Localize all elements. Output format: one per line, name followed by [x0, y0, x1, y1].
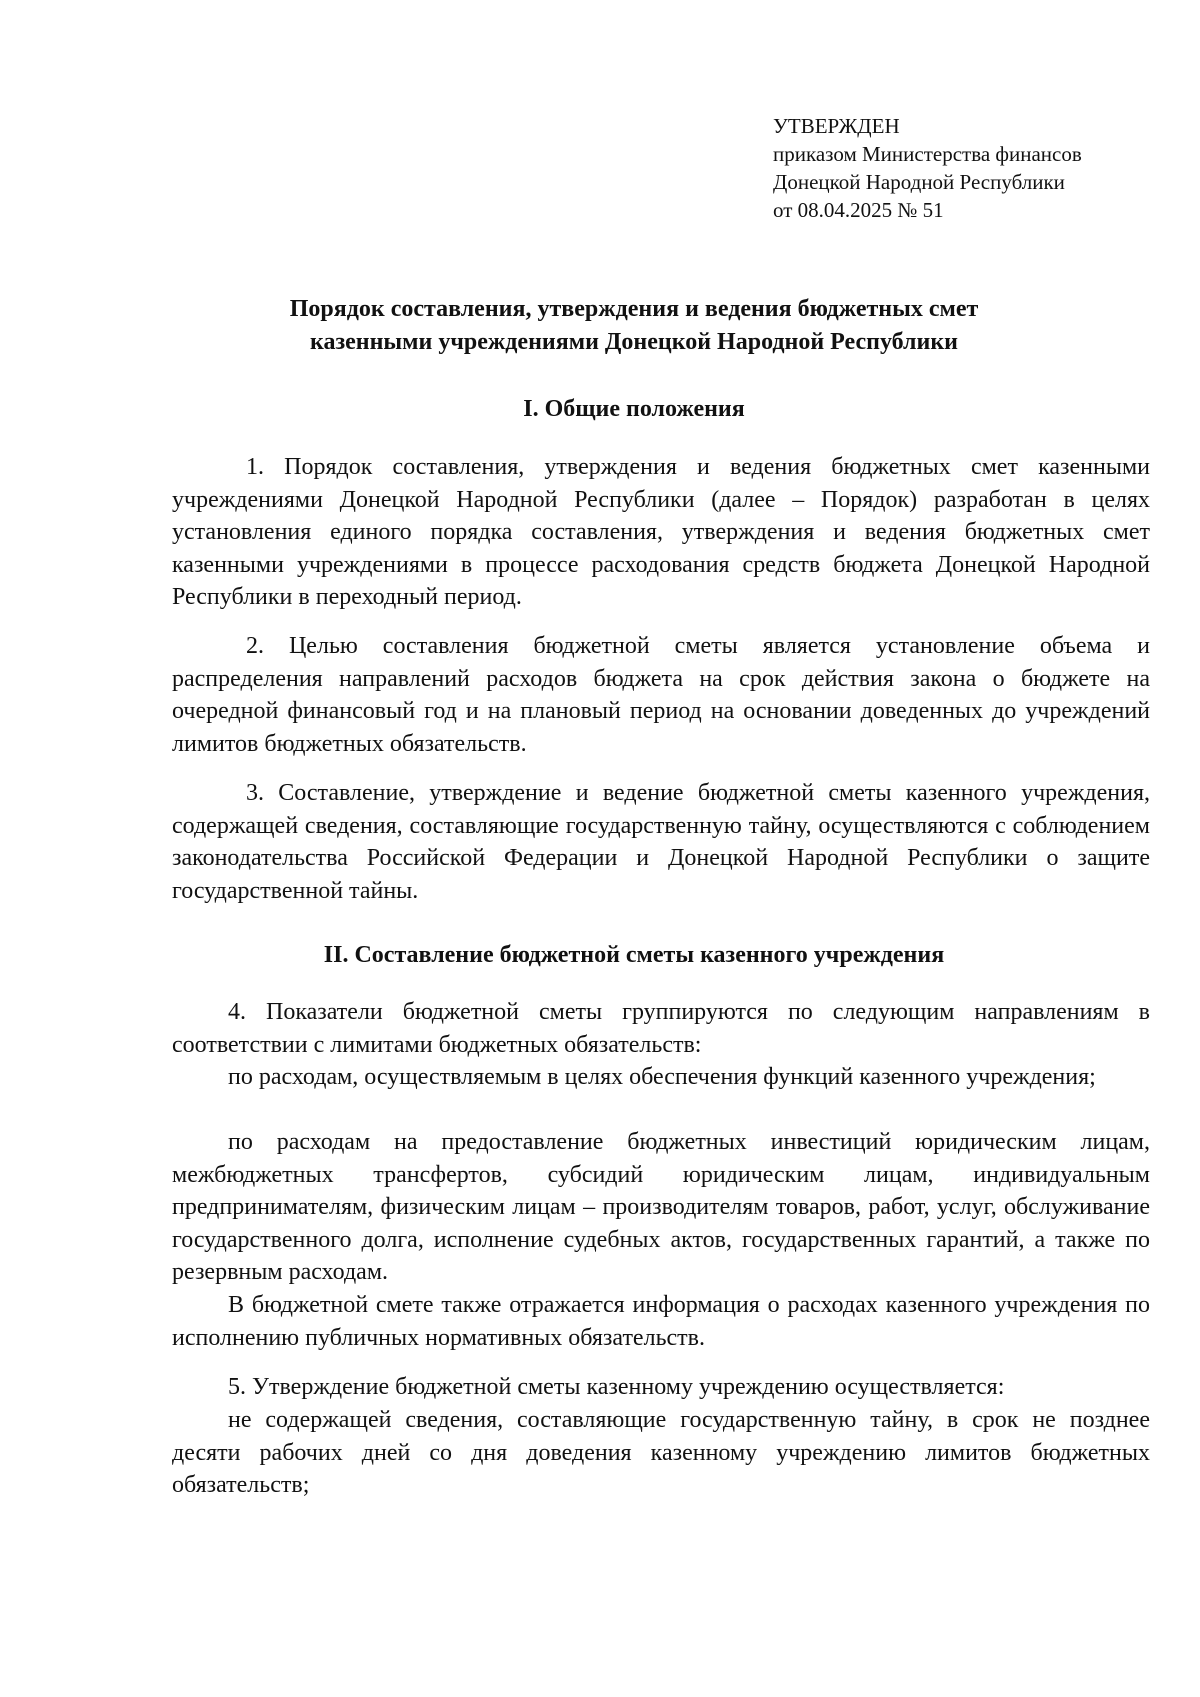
paragraph-1: 1. Порядок составления, утверждения и ведения бюджетных смет казенными учреждениями Донецкой Народной Республики (далее – Порядок) разработан в целях установления единого порядка составления, утверждения и ведения бюджетных смет казенными учреждениями в процессе расходования средств бюджета Донецкой Народной Республики в переходный период.	[172, 454, 1150, 611]
approval-republic-line: Донецкой Народной Республики	[773, 170, 1065, 194]
paragraph-4-item-b: по расходам на предоставление бюджетных инвестиций юридическим лицам, межбюджетных трансфертов, субсидий юридическим лицам, индивидуальным предпринимателям, физическим лицам – производителям товаров, работ, услуг, обслуживание государственного долга, исполнение судебных актов, государственных гарантий, а также по резервным расходам.	[172, 1129, 1150, 1286]
approval-order-line: приказом Министерства финансов	[773, 142, 1082, 166]
paragraph-5-item-a: не содержащей сведения, составляющие государственную тайну, в срок не позднее десяти рабочих дней со дня доведения казенному учреждению лимитов бюджетных обязательств;	[172, 1407, 1150, 1499]
approval-title: УТВЕРЖДЕН	[773, 114, 900, 138]
paragraph-2: 2. Целью составления бюджетной сметы является установление объема и распределения направлений расходов бюджета на срок действия закона о бюджете на очередной финансовый год и на плановый период на основании доведенных до учреждений лимитов бюджетных обязательств.	[172, 633, 1150, 757]
paragraph-4: 4. Показатели бюджетной сметы группируются по следующим направлениям в соответствии с лимитами бюджетных обязательств:	[172, 999, 1150, 1058]
paragraph-4-note: В бюджетной смете также отражается информация о расходах казенного учреждения по исполнению публичных нормативных обязательств.	[172, 1292, 1150, 1351]
document-title	[172, 293, 1096, 359]
paragraph-5: 5. Утверждение бюджетной сметы казенному учреждению осуществляется:	[228, 1374, 1005, 1400]
approval-stamp-block	[773, 112, 1173, 224]
paragraph-4-item-a: по расходам, осуществляемым в целях обеспечения функций казенного учреждения;	[228, 1064, 1096, 1090]
approval-date-number: от 08.04.2025 № 51	[773, 198, 944, 222]
section-heading-estimate: II. Составление бюджетной сметы казенного учреждения	[323, 942, 945, 968]
paragraph-3: 3. Составление, утверждение и ведение бюджетной сметы казенного учреждения, содержащей сведения, составляющие государственную тайну, осуществляются с соблюдением законодательства Российской Федерации и Донецкой Народной Республики о защите государственной тайны.	[172, 780, 1150, 904]
section-heading-general: I. Общие положения	[523, 396, 745, 422]
document-title-line-1: Порядок составления, утверждения и ведения бюджетных смет	[289, 296, 979, 322]
document-title-line-2: казенными учреждениями Донецкой Народной Республики	[310, 329, 958, 355]
